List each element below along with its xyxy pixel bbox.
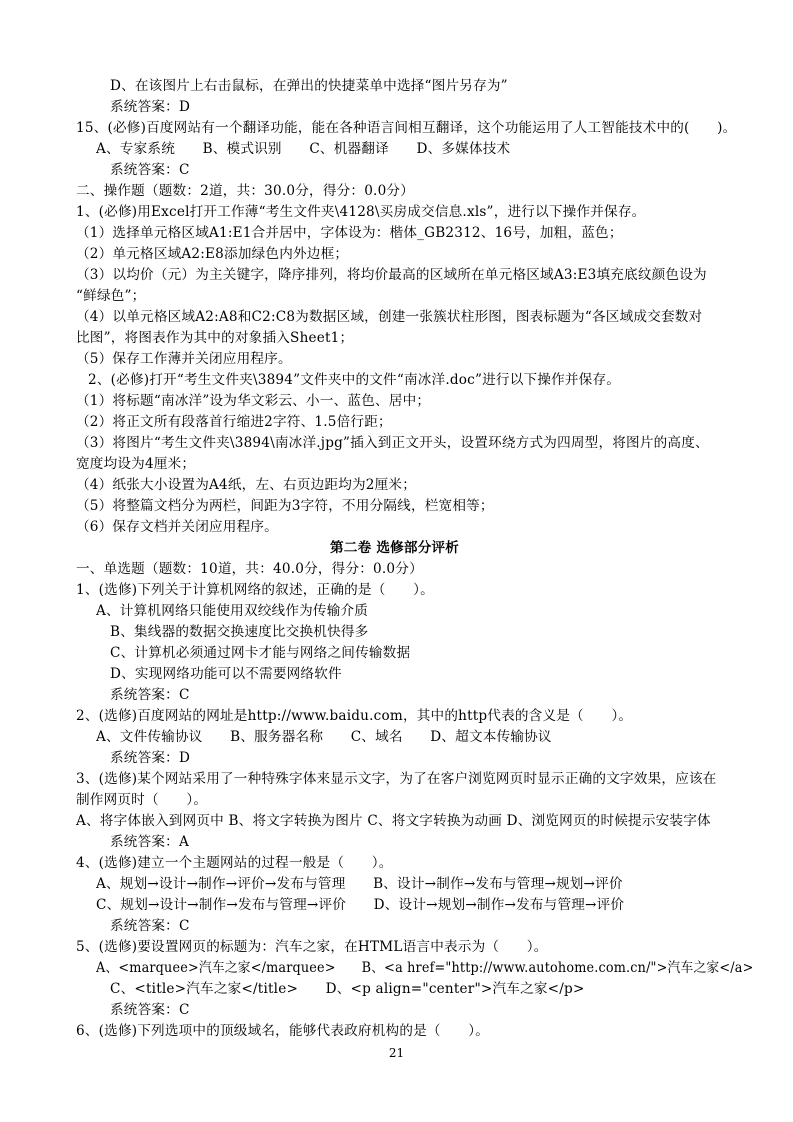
step-line-cont: “鲜绿色”；	[76, 288, 146, 304]
answer-line: 系统答案：C	[110, 1002, 190, 1018]
step-line: （4）纸张大小设置为A4纸，左、右页边距均为2厘米；	[76, 477, 417, 493]
question-line: 6、(选修)下列选项中的顶级域名，能够代表政府机构的是（ ）。	[76, 1023, 490, 1039]
section-heading: 二、操作题（题数：2道，共：30.0分，得分：0.0分）	[76, 183, 415, 199]
question-line: 2、(必修)打开“考生文件夹\3894”文件夹中的文件“南冰洋.doc”进行以下操作并保存。	[88, 372, 621, 388]
answer-line: 系统答案：C	[110, 162, 190, 178]
option-line: A、计算机网络只能使用双绞线作为传输介质	[96, 603, 369, 619]
step-line: （1）将标题“南冰洋”设为华文彩云、小一、蓝色、居中；	[76, 393, 431, 409]
step-line-cont: 宽度均设为4厘米；	[76, 456, 196, 472]
step-line-cont: 比图”，将图表作为其中的对象插入Sheet1；	[76, 330, 354, 346]
step-line: （1）选择单元格区域A1:E1合并居中，字体设为：楷体_GB2312、16号，加粗，蓝色；	[76, 225, 623, 241]
option-line: A、专家系统 B、模式识别 C、机器翻译 D、多媒体技术	[96, 141, 511, 157]
question-line: 15、(必修)百度网站有一个翻译功能，能在各种语言间相互翻译，这个功能运用了人工智能技术中的( )。	[76, 120, 737, 136]
question-line: 5、(选修)要设置网页的标题为：汽车之家，在HTML语言中表示为（ ）。	[76, 939, 548, 955]
option-line: A、文件传输协议 B、服务器名称 C、域名 D、超文本传输协议	[96, 729, 552, 745]
option-line: C、规划→设计→制作→发布与管理→评价 D、设计→规划→制作→发布与管理→评价	[96, 897, 625, 913]
question-line: 3、(选修)某个网站采用了一种特殊字体来显示文字，为了在客户浏览网页时显示正确的文字效果，应该在	[76, 771, 717, 787]
answer-line: 系统答案：C	[110, 918, 190, 934]
step-line: （5）保存工作薄并关闭应用程序。	[76, 351, 292, 367]
answer-line: 系统答案：A	[110, 834, 189, 850]
question-line: 4、(选修)建立一个主题网站的过程一般是（ ）。	[76, 855, 393, 871]
answer-line: 系统答案：C	[110, 687, 190, 703]
step-line: （3）将图片“考生文件夹\3894\南冰洋.jpg”插入到正文开头，设置环绕方式为四周型，将图片的高度、	[76, 435, 709, 451]
answer-line: 系统答案：D	[110, 750, 191, 766]
option-line: D、在该图片上右击鼠标，在弹出的快捷菜单中选择“图片另存为”	[110, 78, 508, 94]
question-line-cont: 制作网页时（ ）。	[76, 792, 208, 808]
step-line: （4）以单元格区域A2:A8和C2:C8为数据区域，创建一张簇状柱形图，图表标题为“各区域成交套数对	[76, 309, 703, 325]
section-heading: 一、单选题（题数：10道，共：40.0分，得分：0.0分）	[76, 561, 423, 577]
option-line: C、计算机必须通过网卡才能与网络之间传输数据	[110, 645, 411, 661]
step-line: （3）以均价（元）为主关键字，降序排列，将均价最高的区域所在单元格区域A3:E3填充底纹颜色设为	[76, 267, 707, 283]
option-line: D、实现网络功能可以不需要网络软件	[110, 666, 342, 682]
option-line: A、规划→设计→制作→评价→发布与管理 B、设计→制作→发布与管理→规划→评价	[96, 876, 623, 892]
step-line: （2）单元格区域A2:E8添加绿色内外边框；	[76, 246, 349, 262]
question-line: 1、(必修)用Excel打开工作薄“考生文件夹\4128\买房成交信息.xls”，进行以下操作并保存。	[76, 204, 646, 220]
answer-line: 系统答案：D	[110, 99, 191, 115]
option-line: A、<marquee>汽车之家</marquee> B、<a href="http://www.autohome.com.cn/">汽车之家</a>	[96, 960, 754, 976]
option-line: C、<title>汽车之家</title> D、<p align="center">汽车之家</p>	[110, 981, 585, 997]
part-title: 第二卷 选修部分评析	[330, 540, 460, 556]
option-line: B、集线器的数据交换速度比交换机快得多	[110, 624, 369, 640]
question-line: 2、(选修)百度网站的网址是http://www.baidu.com，其中的http代表的含义是（ ）。	[76, 708, 633, 724]
step-line: （5）将整篇文档分为两栏，间距为3字符，不用分隔线，栏宽相等；	[76, 498, 494, 514]
option-line: A、将字体嵌入到网页中 B、将文字转换为图片 C、将文字转换为动画 D、浏览网页的时候提示安装字体	[76, 813, 711, 829]
step-line: （2）将正文所有段落首行缩进2字符、1.5倍行距；	[76, 414, 392, 430]
page-number: 21	[388, 1046, 405, 1060]
step-line: （6）保存文档并关闭应用程序。	[76, 519, 278, 535]
question-line: 1、(选修)下列关于计算机网络的叙述，正确的是（ ）。	[76, 582, 434, 598]
